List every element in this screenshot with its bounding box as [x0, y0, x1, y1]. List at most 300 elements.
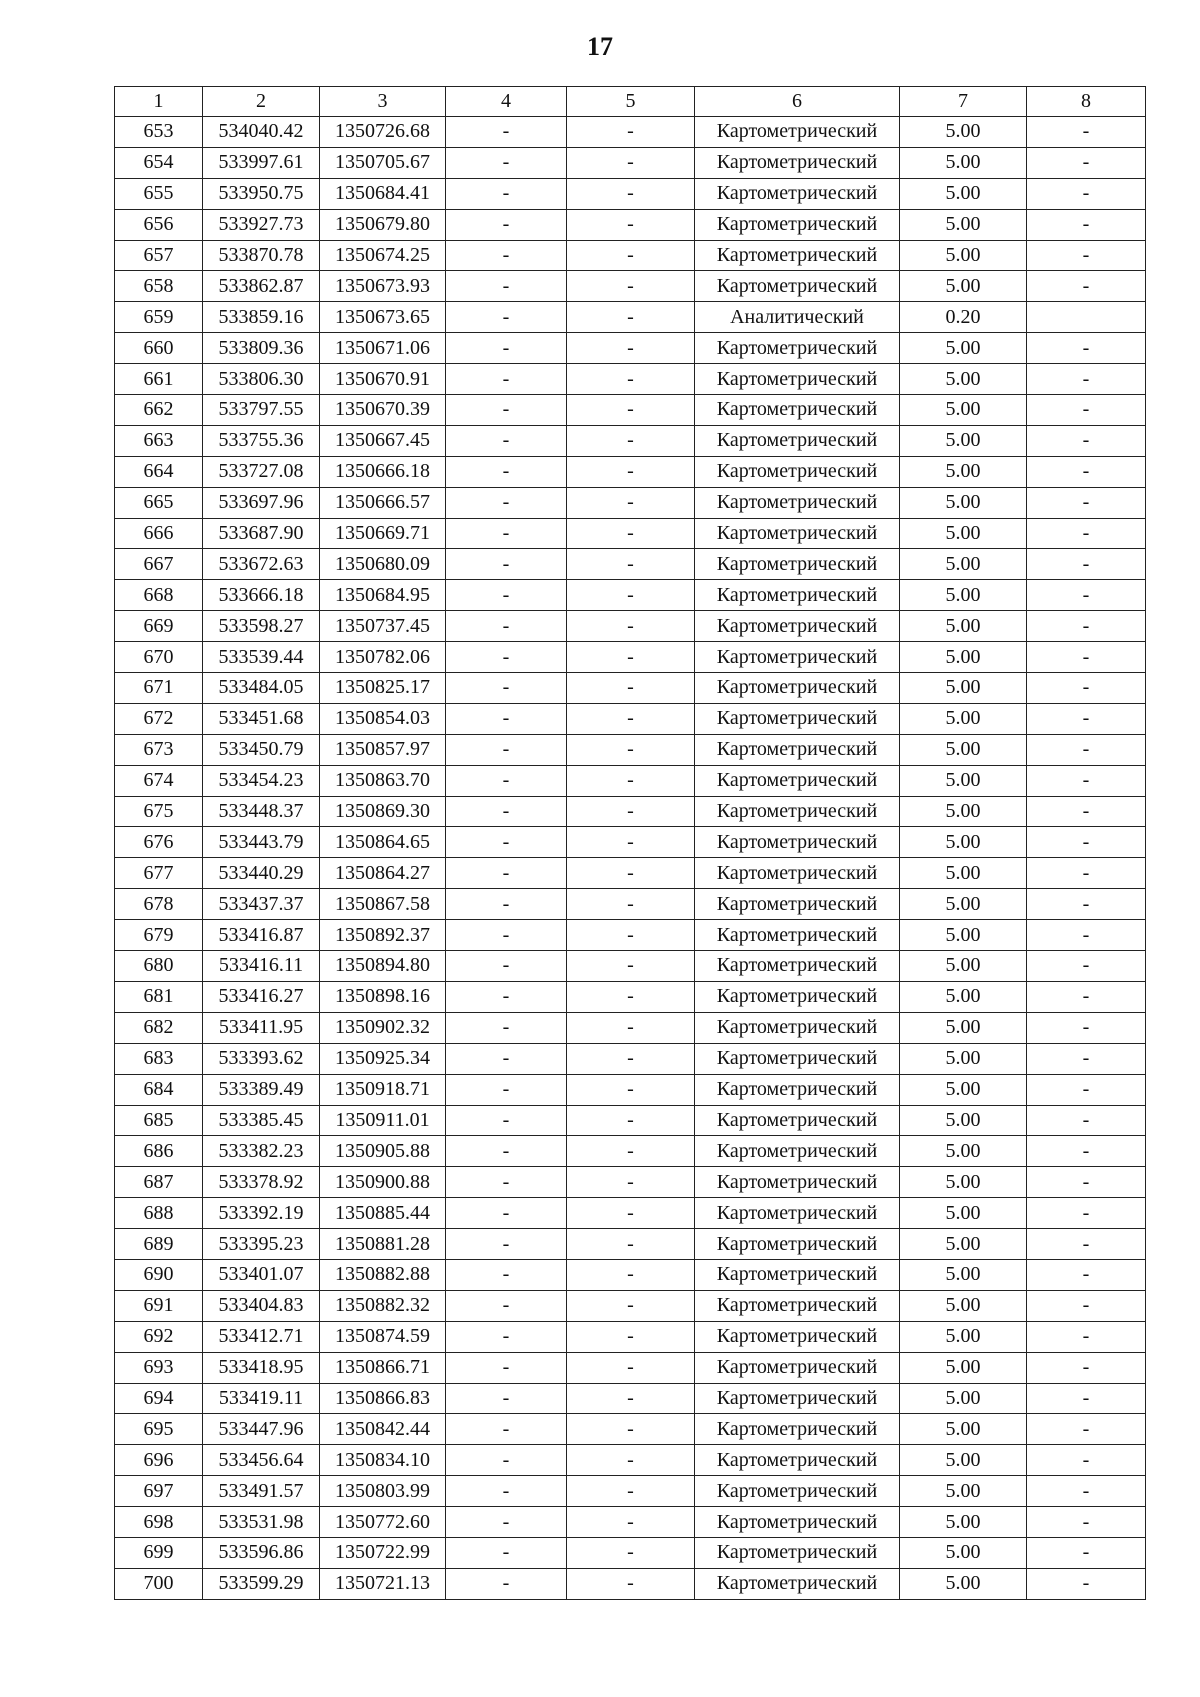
- y-coordinate-cell: 1350782.06: [320, 642, 446, 673]
- method-cell: Картометрический: [695, 1383, 900, 1414]
- y-coordinate-cell: 1350670.39: [320, 395, 446, 426]
- y-coordinate-cell: 1350842.44: [320, 1414, 446, 1445]
- point-number-cell: 694: [115, 1383, 203, 1414]
- x-coordinate-cell: 533599.29: [203, 1568, 320, 1599]
- table-row: [115, 1043, 1146, 1074]
- accuracy-cell: 5.00: [900, 796, 1027, 827]
- point-number-cell: 687: [115, 1167, 203, 1198]
- method-cell: Аналитический: [695, 302, 900, 333]
- x-coordinate-cell: 533809.36: [203, 333, 320, 364]
- column-8-cell: -: [1027, 1074, 1146, 1105]
- column-8-cell: -: [1027, 518, 1146, 549]
- column-8-cell: -: [1027, 765, 1146, 796]
- column-4-cell: -: [446, 1414, 567, 1445]
- y-coordinate-cell: 1350669.71: [320, 518, 446, 549]
- method-cell: Картометрический: [695, 456, 900, 487]
- column-8-cell: -: [1027, 1229, 1146, 1260]
- method-cell: Картометрический: [695, 1290, 900, 1321]
- y-coordinate-cell: 1350666.57: [320, 487, 446, 518]
- accuracy-cell: 5.00: [900, 1352, 1027, 1383]
- column-5-cell: -: [567, 364, 695, 395]
- method-cell: Картометрический: [695, 1445, 900, 1476]
- x-coordinate-cell: 533418.95: [203, 1352, 320, 1383]
- accuracy-cell: 5.00: [900, 117, 1027, 148]
- point-number-cell: 678: [115, 889, 203, 920]
- column-5-cell: -: [567, 1012, 695, 1043]
- accuracy-cell: 5.00: [900, 425, 1027, 456]
- x-coordinate-cell: 533539.44: [203, 642, 320, 673]
- method-cell: Картометрический: [695, 1537, 900, 1568]
- accuracy-cell: 5.00: [900, 1229, 1027, 1260]
- point-number-cell: 684: [115, 1074, 203, 1105]
- accuracy-cell: 5.00: [900, 487, 1027, 518]
- point-number-cell: 675: [115, 796, 203, 827]
- accuracy-cell: 5.00: [900, 1383, 1027, 1414]
- x-coordinate-cell: 533666.18: [203, 580, 320, 611]
- column-4-cell: -: [446, 549, 567, 580]
- column-5-cell: -: [567, 920, 695, 951]
- column-header: 7: [900, 87, 1027, 117]
- column-4-cell: -: [446, 147, 567, 178]
- table-row: [115, 1383, 1146, 1414]
- table-row: [115, 1012, 1146, 1043]
- column-8-cell: -: [1027, 920, 1146, 951]
- method-cell: Картометрический: [695, 518, 900, 549]
- column-8-cell: -: [1027, 611, 1146, 642]
- column-5-cell: -: [567, 1321, 695, 1352]
- x-coordinate-cell: 533484.05: [203, 673, 320, 704]
- point-number-cell: 689: [115, 1229, 203, 1260]
- column-5-cell: -: [567, 1476, 695, 1507]
- x-coordinate-cell: 533672.63: [203, 549, 320, 580]
- column-4-cell: -: [446, 240, 567, 271]
- accuracy-cell: 5.00: [900, 1167, 1027, 1198]
- table-row: [115, 1445, 1146, 1476]
- table-row: [115, 240, 1146, 271]
- column-5-cell: -: [567, 1507, 695, 1538]
- y-coordinate-cell: 1350866.83: [320, 1383, 446, 1414]
- table-row: [115, 827, 1146, 858]
- x-coordinate-cell: 533416.87: [203, 920, 320, 951]
- column-5-cell: -: [567, 395, 695, 426]
- accuracy-cell: 5.00: [900, 333, 1027, 364]
- accuracy-cell: 5.00: [900, 1105, 1027, 1136]
- column-5-cell: -: [567, 1568, 695, 1599]
- column-5-cell: -: [567, 425, 695, 456]
- column-4-cell: -: [446, 580, 567, 611]
- x-coordinate-cell: 533862.87: [203, 271, 320, 302]
- column-4-cell: -: [446, 518, 567, 549]
- table-row: [115, 456, 1146, 487]
- column-4-cell: -: [446, 271, 567, 302]
- column-4-cell: -: [446, 1043, 567, 1074]
- column-4-cell: -: [446, 981, 567, 1012]
- y-coordinate-cell: 1350869.30: [320, 796, 446, 827]
- y-coordinate-cell: 1350902.32: [320, 1012, 446, 1043]
- column-4-cell: -: [446, 1568, 567, 1599]
- y-coordinate-cell: 1350737.45: [320, 611, 446, 642]
- column-5-cell: -: [567, 1074, 695, 1105]
- column-5-cell: -: [567, 1352, 695, 1383]
- column-4-cell: -: [446, 796, 567, 827]
- column-8-cell: -: [1027, 1321, 1146, 1352]
- column-5-cell: -: [567, 1414, 695, 1445]
- column-5-cell: -: [567, 796, 695, 827]
- x-coordinate-cell: 533448.37: [203, 796, 320, 827]
- method-cell: Картометрический: [695, 271, 900, 302]
- table-row: [115, 271, 1146, 302]
- method-cell: Картометрический: [695, 1229, 900, 1260]
- column-5-cell: -: [567, 1136, 695, 1167]
- column-4-cell: -: [446, 827, 567, 858]
- column-5-cell: -: [567, 487, 695, 518]
- method-cell: Картометрический: [695, 734, 900, 765]
- y-coordinate-cell: 1350864.65: [320, 827, 446, 858]
- point-number-cell: 666: [115, 518, 203, 549]
- point-number-cell: 692: [115, 1321, 203, 1352]
- x-coordinate-cell: 533416.11: [203, 951, 320, 982]
- column-8-cell: -: [1027, 364, 1146, 395]
- point-number-cell: 655: [115, 178, 203, 209]
- method-cell: Картометрический: [695, 1414, 900, 1445]
- column-4-cell: -: [446, 1507, 567, 1538]
- y-coordinate-cell: 1350894.80: [320, 951, 446, 982]
- point-number-cell: 691: [115, 1290, 203, 1321]
- x-coordinate-cell: 533531.98: [203, 1507, 320, 1538]
- x-coordinate-cell: 533389.49: [203, 1074, 320, 1105]
- column-5-cell: -: [567, 827, 695, 858]
- accuracy-cell: 5.00: [900, 1568, 1027, 1599]
- column-4-cell: -: [446, 734, 567, 765]
- table-header: [115, 87, 1146, 117]
- column-8-cell: -: [1027, 1414, 1146, 1445]
- accuracy-cell: 5.00: [900, 1259, 1027, 1290]
- column-8-cell: -: [1027, 147, 1146, 178]
- table-row: [115, 703, 1146, 734]
- table-row: [115, 549, 1146, 580]
- x-coordinate-cell: 533454.23: [203, 765, 320, 796]
- column-8-cell: -: [1027, 487, 1146, 518]
- method-cell: Картометрический: [695, 425, 900, 456]
- point-number-cell: 659: [115, 302, 203, 333]
- y-coordinate-cell: 1350898.16: [320, 981, 446, 1012]
- accuracy-cell: 5.00: [900, 580, 1027, 611]
- column-5-cell: -: [567, 580, 695, 611]
- accuracy-cell: 5.00: [900, 456, 1027, 487]
- table-row: [115, 395, 1146, 426]
- y-coordinate-cell: 1350721.13: [320, 1568, 446, 1599]
- x-coordinate-cell: 533997.61: [203, 147, 320, 178]
- column-5-cell: -: [567, 1229, 695, 1260]
- table-row: [115, 1074, 1146, 1105]
- point-number-cell: 696: [115, 1445, 203, 1476]
- method-cell: Картометрический: [695, 951, 900, 982]
- column-5-cell: -: [567, 1445, 695, 1476]
- y-coordinate-cell: 1350684.95: [320, 580, 446, 611]
- x-coordinate-cell: 533456.64: [203, 1445, 320, 1476]
- point-number-cell: 674: [115, 765, 203, 796]
- point-number-cell: 682: [115, 1012, 203, 1043]
- point-number-cell: 676: [115, 827, 203, 858]
- x-coordinate-cell: 533598.27: [203, 611, 320, 642]
- column-8-cell: -: [1027, 1290, 1146, 1321]
- column-header: 1: [115, 87, 203, 117]
- column-8-cell: -: [1027, 117, 1146, 148]
- column-5-cell: -: [567, 765, 695, 796]
- column-8-cell: -: [1027, 703, 1146, 734]
- method-cell: Картометрический: [695, 981, 900, 1012]
- point-number-cell: 697: [115, 1476, 203, 1507]
- x-coordinate-cell: 533451.68: [203, 703, 320, 734]
- column-4-cell: -: [446, 1383, 567, 1414]
- table-row: [115, 1568, 1146, 1599]
- point-number-cell: 668: [115, 580, 203, 611]
- point-number-cell: 670: [115, 642, 203, 673]
- column-4-cell: -: [446, 920, 567, 951]
- y-coordinate-cell: 1350679.80: [320, 209, 446, 240]
- x-coordinate-cell: 533870.78: [203, 240, 320, 271]
- column-8-cell: [1027, 302, 1146, 333]
- column-5-cell: -: [567, 734, 695, 765]
- table-row: [115, 981, 1146, 1012]
- column-4-cell: -: [446, 1290, 567, 1321]
- column-4-cell: -: [446, 1105, 567, 1136]
- x-coordinate-cell: 533395.23: [203, 1229, 320, 1260]
- y-coordinate-cell: 1350726.68: [320, 117, 446, 148]
- column-8-cell: -: [1027, 456, 1146, 487]
- method-cell: Картометрический: [695, 796, 900, 827]
- method-cell: Картометрический: [695, 147, 900, 178]
- table-row: [115, 1198, 1146, 1229]
- x-coordinate-cell: 533950.75: [203, 178, 320, 209]
- column-5-cell: -: [567, 271, 695, 302]
- column-5-cell: -: [567, 456, 695, 487]
- column-4-cell: -: [446, 425, 567, 456]
- table-row: [115, 487, 1146, 518]
- column-4-cell: -: [446, 703, 567, 734]
- x-coordinate-cell: 533440.29: [203, 858, 320, 889]
- column-5-cell: -: [567, 951, 695, 982]
- table-row: [115, 1537, 1146, 1568]
- column-8-cell: -: [1027, 580, 1146, 611]
- table-row: [115, 302, 1146, 333]
- method-cell: Картометрический: [695, 580, 900, 611]
- column-8-cell: -: [1027, 1537, 1146, 1568]
- column-4-cell: -: [446, 673, 567, 704]
- column-5-cell: -: [567, 1167, 695, 1198]
- column-5-cell: -: [567, 147, 695, 178]
- table-row: [115, 178, 1146, 209]
- column-4-cell: -: [446, 209, 567, 240]
- point-number-cell: 688: [115, 1198, 203, 1229]
- column-header: 5: [567, 87, 695, 117]
- point-number-cell: 685: [115, 1105, 203, 1136]
- accuracy-cell: 5.00: [900, 518, 1027, 549]
- accuracy-cell: 5.00: [900, 147, 1027, 178]
- method-cell: Картометрический: [695, 642, 900, 673]
- table-body: [115, 117, 1146, 1600]
- column-8-cell: -: [1027, 796, 1146, 827]
- point-number-cell: 699: [115, 1537, 203, 1568]
- column-4-cell: -: [446, 951, 567, 982]
- column-header: 6: [695, 87, 900, 117]
- column-5-cell: -: [567, 302, 695, 333]
- y-coordinate-cell: 1350834.10: [320, 1445, 446, 1476]
- table-row: [115, 1259, 1146, 1290]
- y-coordinate-cell: 1350892.37: [320, 920, 446, 951]
- column-4-cell: -: [446, 858, 567, 889]
- point-number-cell: 662: [115, 395, 203, 426]
- accuracy-cell: 5.00: [900, 1445, 1027, 1476]
- column-5-cell: -: [567, 642, 695, 673]
- column-4-cell: -: [446, 765, 567, 796]
- table-row: [115, 1229, 1146, 1260]
- table-row: [115, 518, 1146, 549]
- accuracy-cell: 5.00: [900, 611, 1027, 642]
- y-coordinate-cell: 1350667.45: [320, 425, 446, 456]
- x-coordinate-cell: 533927.73: [203, 209, 320, 240]
- point-number-cell: 681: [115, 981, 203, 1012]
- y-coordinate-cell: 1350918.71: [320, 1074, 446, 1105]
- y-coordinate-cell: 1350673.93: [320, 271, 446, 302]
- point-number-cell: 669: [115, 611, 203, 642]
- column-8-cell: -: [1027, 1568, 1146, 1599]
- column-4-cell: -: [446, 889, 567, 920]
- column-5-cell: -: [567, 1198, 695, 1229]
- column-header: 3: [320, 87, 446, 117]
- column-8-cell: -: [1027, 549, 1146, 580]
- x-coordinate-cell: 533382.23: [203, 1136, 320, 1167]
- x-coordinate-cell: 533859.16: [203, 302, 320, 333]
- x-coordinate-cell: 533419.11: [203, 1383, 320, 1414]
- column-4-cell: -: [446, 1259, 567, 1290]
- column-5-cell: -: [567, 889, 695, 920]
- column-5-cell: -: [567, 549, 695, 580]
- column-8-cell: -: [1027, 1136, 1146, 1167]
- point-number-cell: 660: [115, 333, 203, 364]
- column-5-cell: -: [567, 1105, 695, 1136]
- table-row: [115, 1414, 1146, 1445]
- column-4-cell: -: [446, 395, 567, 426]
- x-coordinate-cell: 533450.79: [203, 734, 320, 765]
- column-4-cell: -: [446, 456, 567, 487]
- y-coordinate-cell: 1350925.34: [320, 1043, 446, 1074]
- table-row: [115, 333, 1146, 364]
- y-coordinate-cell: 1350882.88: [320, 1259, 446, 1290]
- column-8-cell: -: [1027, 889, 1146, 920]
- column-5-cell: -: [567, 209, 695, 240]
- column-5-cell: -: [567, 611, 695, 642]
- column-4-cell: -: [446, 1198, 567, 1229]
- point-number-cell: 693: [115, 1352, 203, 1383]
- point-number-cell: 673: [115, 734, 203, 765]
- y-coordinate-cell: 1350854.03: [320, 703, 446, 734]
- point-number-cell: 698: [115, 1507, 203, 1538]
- column-8-cell: -: [1027, 1167, 1146, 1198]
- column-4-cell: -: [446, 1445, 567, 1476]
- column-8-cell: -: [1027, 271, 1146, 302]
- column-8-cell: -: [1027, 425, 1146, 456]
- y-coordinate-cell: 1350882.32: [320, 1290, 446, 1321]
- x-coordinate-cell: 533697.96: [203, 487, 320, 518]
- point-number-cell: 661: [115, 364, 203, 395]
- x-coordinate-cell: 533385.45: [203, 1105, 320, 1136]
- method-cell: Картометрический: [695, 1012, 900, 1043]
- column-5-cell: -: [567, 1043, 695, 1074]
- table-row: [115, 580, 1146, 611]
- x-coordinate-cell: 533401.07: [203, 1259, 320, 1290]
- table-row: [115, 1167, 1146, 1198]
- column-4-cell: -: [446, 364, 567, 395]
- point-number-cell: 680: [115, 951, 203, 982]
- table-row: [115, 364, 1146, 395]
- accuracy-cell: 5.00: [900, 1136, 1027, 1167]
- accuracy-cell: 5.00: [900, 673, 1027, 704]
- column-5-cell: -: [567, 178, 695, 209]
- column-5-cell: -: [567, 703, 695, 734]
- accuracy-cell: 5.00: [900, 209, 1027, 240]
- table-row: [115, 1476, 1146, 1507]
- accuracy-cell: 5.00: [900, 1321, 1027, 1352]
- accuracy-cell: 5.00: [900, 395, 1027, 426]
- method-cell: Картометрический: [695, 1507, 900, 1538]
- method-cell: Картометрический: [695, 487, 900, 518]
- column-8-cell: -: [1027, 240, 1146, 271]
- y-coordinate-cell: 1350900.88: [320, 1167, 446, 1198]
- table-row: [115, 1352, 1146, 1383]
- column-header: 4: [446, 87, 567, 117]
- y-coordinate-cell: 1350680.09: [320, 549, 446, 580]
- y-coordinate-cell: 1350881.28: [320, 1229, 446, 1260]
- method-cell: Картометрический: [695, 703, 900, 734]
- y-coordinate-cell: 1350674.25: [320, 240, 446, 271]
- column-8-cell: -: [1027, 673, 1146, 704]
- accuracy-cell: 5.00: [900, 1012, 1027, 1043]
- point-number-cell: 658: [115, 271, 203, 302]
- accuracy-cell: 5.00: [900, 1290, 1027, 1321]
- method-cell: Картометрический: [695, 364, 900, 395]
- method-cell: Картометрический: [695, 549, 900, 580]
- column-8-cell: -: [1027, 1507, 1146, 1538]
- method-cell: Картометрический: [695, 920, 900, 951]
- x-coordinate-cell: 533491.57: [203, 1476, 320, 1507]
- accuracy-cell: 5.00: [900, 889, 1027, 920]
- method-cell: Картометрический: [695, 240, 900, 271]
- y-coordinate-cell: 1350885.44: [320, 1198, 446, 1229]
- accuracy-cell: 5.00: [900, 920, 1027, 951]
- accuracy-cell: 0.20: [900, 302, 1027, 333]
- x-coordinate-cell: 533443.79: [203, 827, 320, 858]
- y-coordinate-cell: 1350671.06: [320, 333, 446, 364]
- x-coordinate-cell: 533404.83: [203, 1290, 320, 1321]
- table-row: [115, 1105, 1146, 1136]
- accuracy-cell: 5.00: [900, 951, 1027, 982]
- accuracy-cell: 5.00: [900, 1074, 1027, 1105]
- point-number-cell: 695: [115, 1414, 203, 1445]
- point-number-cell: 671: [115, 673, 203, 704]
- method-cell: Картометрический: [695, 1043, 900, 1074]
- column-4-cell: -: [446, 1352, 567, 1383]
- method-cell: Картометрический: [695, 673, 900, 704]
- table-row: [115, 673, 1146, 704]
- column-8-cell: -: [1027, 1043, 1146, 1074]
- point-number-cell: 679: [115, 920, 203, 951]
- column-4-cell: -: [446, 1136, 567, 1167]
- column-8-cell: -: [1027, 1352, 1146, 1383]
- accuracy-cell: 5.00: [900, 827, 1027, 858]
- method-cell: Картометрический: [695, 827, 900, 858]
- y-coordinate-cell: 1350825.17: [320, 673, 446, 704]
